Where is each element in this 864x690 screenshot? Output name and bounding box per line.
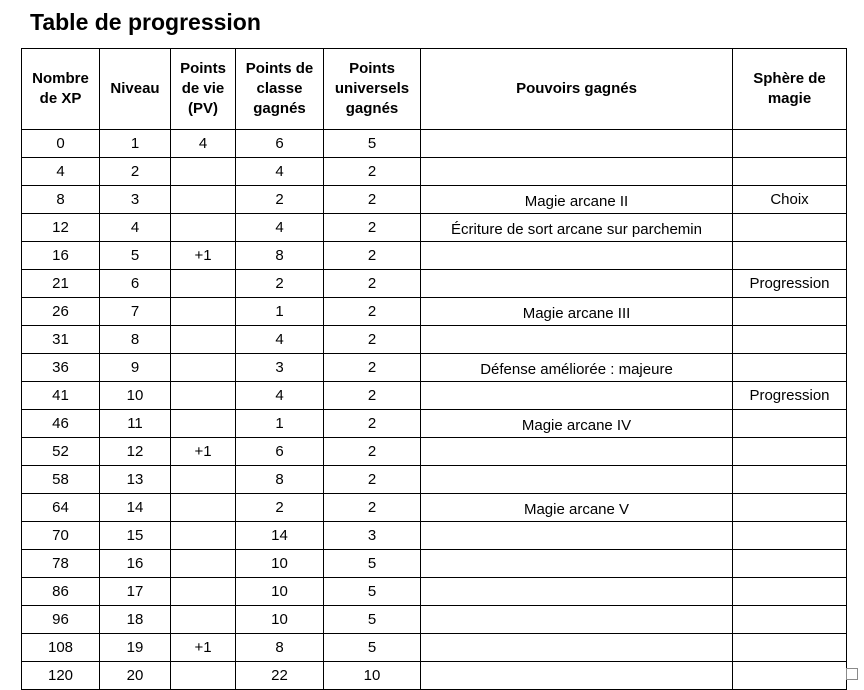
table-row [22,494,847,522]
cell-pv[interactable] [171,214,236,242]
cell-niveau[interactable]: 4 [100,214,171,242]
cell-niveau[interactable]: 16 [100,550,171,578]
table-header-row [22,49,847,130]
cell-universels[interactable]: 5 [324,550,421,578]
cell-universels[interactable]: 2 [324,186,421,214]
cell-xp[interactable]: 8 [22,186,100,214]
cell-xp[interactable]: 26 [22,298,100,326]
cell-pv[interactable]: +1 [171,242,236,270]
table-row [22,410,847,438]
cell-classe[interactable]: 14 [236,522,324,550]
cell-classe[interactable]: 1 [236,298,324,326]
cell-pouvoirs[interactable]: Magie arcane III [421,298,733,326]
cell-sphere[interactable] [733,466,847,494]
cell-xp[interactable]: 46 [22,410,100,438]
cell-xp[interactable]: 21 [22,270,100,298]
cell-universels[interactable]: 2 [324,494,421,522]
cell-pv[interactable] [171,186,236,214]
cell-pv[interactable] [171,410,236,438]
cell-xp[interactable]: 41 [22,382,100,410]
cell-pouvoirs[interactable]: Magie arcane II [421,186,733,214]
cell-xp[interactable]: 52 [22,438,100,466]
cell-niveau[interactable]: 2 [100,158,171,186]
cell-sphere[interactable] [733,242,847,270]
cell-niveau[interactable]: 5 [100,242,171,270]
cell-sphere[interactable] [733,410,847,438]
cell-niveau[interactable]: 6 [100,270,171,298]
cell-niveau[interactable]: 1 [100,130,171,158]
cell-pv[interactable] [171,522,236,550]
cell-sphere[interactable] [733,298,847,326]
cell-pv[interactable] [171,382,236,410]
cell-classe[interactable]: 4 [236,158,324,186]
cell-sphere[interactable] [733,662,847,690]
cell-xp[interactable]: 12 [22,214,100,242]
cell-universels[interactable]: 5 [324,578,421,606]
cell-pv[interactable] [171,466,236,494]
table-row [22,270,847,298]
cell-xp[interactable]: 16 [22,242,100,270]
cell-pv[interactable] [171,158,236,186]
cell-universels[interactable]: 2 [324,438,421,466]
cell-sphere[interactable] [733,158,847,186]
cell-pouvoirs[interactable] [421,522,733,550]
cell-universels[interactable]: 2 [324,354,421,382]
cell-sphere[interactable] [733,130,847,158]
header-sphere[interactable]: Sphère de magie [733,49,847,130]
cell-xp[interactable]: 58 [22,466,100,494]
cell-xp[interactable]: 70 [22,522,100,550]
table-row [22,214,847,242]
cell-pouvoirs[interactable]: Magie arcane V [421,494,733,522]
cell-universels[interactable]: 2 [324,242,421,270]
cell-xp[interactable]: 78 [22,550,100,578]
cell-universels[interactable]: 5 [324,606,421,634]
cell-sphere[interactable]: Progression [733,382,847,410]
cell-pv[interactable]: 4 [171,130,236,158]
cell-xp[interactable]: 96 [22,606,100,634]
table-resize-handle[interactable] [846,668,858,680]
cell-classe[interactable]: 10 [236,606,324,634]
cell-pouvoirs[interactable] [421,550,733,578]
cell-sphere[interactable]: Progression [733,270,847,298]
header-pouvoirs[interactable]: Pouvoirs gagnés [421,49,733,130]
cell-niveau[interactable]: 20 [100,662,171,690]
cell-classe[interactable]: 4 [236,214,324,242]
cell-classe[interactable]: 8 [236,242,324,270]
cell-niveau[interactable]: 11 [100,410,171,438]
cell-xp[interactable]: 36 [22,354,100,382]
cell-pouvoirs[interactable] [421,130,733,158]
table-row [22,354,847,382]
cell-pv[interactable]: +1 [171,438,236,466]
cell-pv[interactable] [171,606,236,634]
cell-universels[interactable]: 10 [324,662,421,690]
cell-sphere[interactable] [733,438,847,466]
cell-classe[interactable]: 4 [236,326,324,354]
header-pv[interactable]: Points de vie (PV) [171,49,236,130]
table-row [22,326,847,354]
cell-classe[interactable]: 8 [236,634,324,662]
table-row [22,438,847,466]
cell-sphere[interactable] [733,326,847,354]
cell-pouvoirs[interactable] [421,438,733,466]
cell-xp[interactable]: 31 [22,326,100,354]
cell-sphere[interactable] [733,634,847,662]
cell-resize-marker[interactable] [846,263,847,289]
cell-pouvoirs[interactable] [421,466,733,494]
cell-sphere[interactable] [733,214,847,242]
cell-pv[interactable] [171,550,236,578]
header-niveau[interactable]: Niveau [100,49,171,130]
cell-xp[interactable]: 108 [22,634,100,662]
header-classe[interactable]: Points de classe gagnés [236,49,324,130]
cell-pouvoirs[interactable]: Écriture de sort arcane sur parchemin [421,214,733,242]
cell-universels[interactable]: 2 [324,410,421,438]
cell-sphere[interactable] [733,550,847,578]
table-row [22,550,847,578]
cell-classe[interactable]: 6 [236,130,324,158]
cell-pouvoirs[interactable] [421,578,733,606]
table-row [22,130,847,158]
cell-classe[interactable]: 3 [236,354,324,382]
cell-pouvoirs[interactable] [421,270,733,298]
cell-pouvoirs[interactable]: Défense améliorée : majeure [421,354,733,382]
cell-pouvoirs[interactable] [421,326,733,354]
cell-xp[interactable]: 120 [22,662,100,690]
cell-pv[interactable] [171,494,236,522]
cell-classe[interactable]: 8 [236,466,324,494]
page-title: Table de progression [30,9,261,35]
cell-sphere[interactable] [733,494,847,522]
cell-sphere[interactable] [733,354,847,382]
cell-classe[interactable]: 2 [236,494,324,522]
cell-classe[interactable]: 10 [236,578,324,606]
cell-pv[interactable] [171,354,236,382]
cell-pouvoirs[interactable] [421,606,733,634]
cell-niveau[interactable]: 17 [100,578,171,606]
cell-niveau[interactable]: 19 [100,634,171,662]
cell-pouvoirs[interactable] [421,158,733,186]
table-row [22,662,847,690]
cell-universels[interactable]: 5 [324,634,421,662]
cell-universels[interactable]: 2 [324,326,421,354]
cell-pv[interactable] [171,298,236,326]
cell-sphere[interactable] [733,522,847,550]
cell-pv[interactable] [171,270,236,298]
cell-classe[interactable]: 2 [236,186,324,214]
table-row [22,522,847,550]
cell-pouvoirs[interactable]: Magie arcane IV [421,410,733,438]
cell-niveau[interactable]: 10 [100,382,171,410]
cell-niveau[interactable]: 3 [100,186,171,214]
cell-universels[interactable]: 2 [324,214,421,242]
cell-universels[interactable]: 3 [324,522,421,550]
table-row [22,158,847,186]
table-body [22,130,847,690]
cell-xp[interactable]: 64 [22,494,100,522]
table-row [22,634,847,662]
cell-niveau[interactable]: 18 [100,606,171,634]
table-row [22,186,847,214]
cell-classe[interactable]: 4 [236,382,324,410]
cell-universels[interactable]: 5 [324,130,421,158]
cell-xp[interactable]: 0 [22,130,100,158]
cell-niveau[interactable]: 9 [100,354,171,382]
progression-table [21,48,847,690]
cell-niveau[interactable]: 13 [100,466,171,494]
cell-pv[interactable]: +1 [171,634,236,662]
cell-xp[interactable]: 4 [22,158,100,186]
table-row [22,298,847,326]
table-row [22,466,847,494]
cell-universels[interactable]: 2 [324,382,421,410]
cell-classe[interactable]: 22 [236,662,324,690]
cell-universels[interactable]: 2 [324,158,421,186]
table-row [22,578,847,606]
cell-niveau[interactable]: 12 [100,438,171,466]
cell-pv[interactable] [171,326,236,354]
header-universels[interactable]: Points universels gagnés [324,49,421,130]
cell-classe[interactable]: 6 [236,438,324,466]
cell-universels[interactable]: 2 [324,270,421,298]
cell-pouvoirs[interactable] [421,662,733,690]
table-row [22,242,847,270]
cell-niveau[interactable]: 8 [100,326,171,354]
cell-niveau[interactable]: 14 [100,494,171,522]
cell-sphere[interactable]: Choix [733,186,847,214]
cell-universels[interactable]: 2 [324,466,421,494]
table-row [22,382,847,410]
cell-pouvoirs[interactable] [421,242,733,270]
cell-classe[interactable]: 1 [236,410,324,438]
cell-classe[interactable]: 2 [236,270,324,298]
table-row [22,606,847,634]
cell-universels[interactable]: 2 [324,298,421,326]
header-xp[interactable]: Nombre de XP [22,49,100,130]
cell-classe[interactable]: 10 [236,550,324,578]
cell-pv[interactable] [171,662,236,690]
cell-xp[interactable]: 86 [22,578,100,606]
cell-niveau[interactable]: 7 [100,298,171,326]
cell-niveau[interactable]: 15 [100,522,171,550]
cell-pv[interactable] [171,578,236,606]
cell-pouvoirs[interactable] [421,634,733,662]
cell-sphere[interactable] [733,606,847,634]
cell-pouvoirs[interactable] [421,382,733,410]
cell-sphere[interactable] [733,578,847,606]
